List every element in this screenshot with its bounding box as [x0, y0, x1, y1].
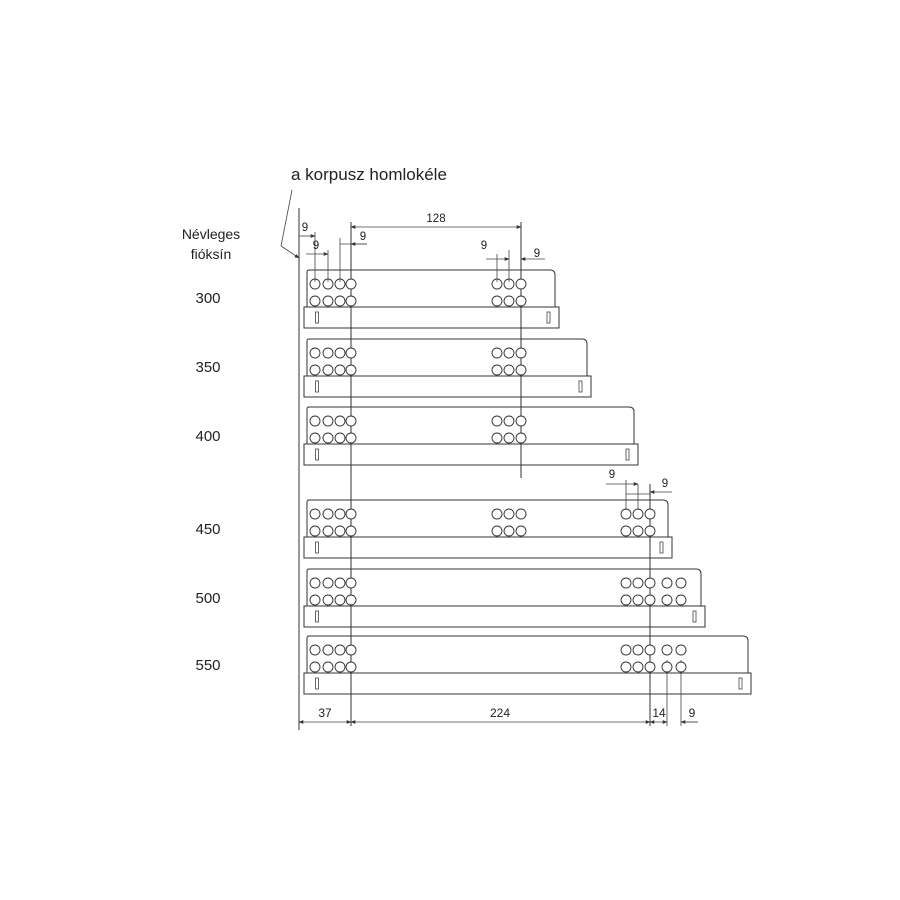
slide-slot-right-450 — [660, 542, 663, 553]
size-label-400: 400 — [195, 428, 221, 445]
mounting-hole — [323, 296, 333, 306]
slide-slot-right-400 — [626, 449, 629, 460]
dim-label-9-left-a: 9 — [301, 222, 309, 234]
size-label-300: 300 — [195, 290, 221, 307]
dim-label-37: 37 — [318, 706, 332, 720]
mounting-hole — [504, 348, 514, 358]
mounting-hole — [335, 595, 345, 605]
mounting-hole — [346, 433, 356, 443]
mounting-hole — [633, 526, 643, 536]
mounting-hole — [335, 662, 345, 672]
mounting-hole — [676, 645, 686, 655]
mounting-hole — [346, 526, 356, 536]
mounting-hole — [323, 662, 333, 672]
slide-slot-left-350 — [316, 381, 319, 392]
slide-groups — [304, 270, 751, 694]
slide-slot-left-450 — [316, 542, 319, 553]
mounting-hole — [323, 578, 333, 588]
mounting-hole — [676, 578, 686, 588]
cabinet-front-edge-label: a korpusz homlokéle — [291, 165, 447, 184]
size-label-500: 500 — [195, 590, 221, 607]
mounting-hole — [645, 595, 655, 605]
slide-slot-left-550 — [316, 678, 319, 689]
mounting-hole — [346, 662, 356, 672]
mounting-hole — [335, 365, 345, 375]
mounting-hole — [633, 662, 643, 672]
mounting-hole — [310, 296, 320, 306]
mounting-hole — [504, 433, 514, 443]
dim-label-9-bottom: 9 — [688, 706, 696, 720]
mounting-hole — [310, 433, 320, 443]
slide-group-350 — [304, 339, 591, 397]
mounting-hole — [621, 509, 631, 519]
middle-dimensions — [606, 469, 672, 510]
mounting-hole — [662, 645, 672, 655]
mounting-hole — [645, 645, 655, 655]
mounting-hole — [492, 365, 502, 375]
slide-slot-right-300 — [547, 312, 550, 323]
top-dimensions — [299, 213, 545, 282]
mounting-hole — [346, 645, 356, 655]
mounting-hole — [310, 509, 320, 519]
mounting-hole — [633, 645, 643, 655]
mounting-hole — [310, 348, 320, 358]
dim-label-224: 224 — [489, 706, 511, 720]
mounting-hole — [516, 433, 526, 443]
mounting-hole — [335, 296, 345, 306]
mounting-hole — [662, 595, 672, 605]
slide-group-500 — [304, 569, 705, 627]
mounting-hole — [310, 365, 320, 375]
mounting-hole — [504, 509, 514, 519]
dim-label-9-mid-a: 9 — [480, 240, 488, 252]
dim-label-9-right-a: 9 — [608, 469, 616, 481]
mounting-hole — [645, 662, 655, 672]
mounting-hole — [323, 416, 333, 426]
mounting-hole — [323, 645, 333, 655]
mounting-hole — [645, 526, 655, 536]
size-label-450: 450 — [195, 521, 221, 538]
mounting-hole — [310, 662, 320, 672]
mounting-hole — [621, 526, 631, 536]
mounting-hole — [645, 509, 655, 519]
mounting-hole — [492, 296, 502, 306]
mounting-hole — [516, 365, 526, 375]
mounting-hole — [492, 526, 502, 536]
nominal-slide-heading-line2: fióksín — [190, 246, 232, 262]
mounting-hole — [346, 279, 356, 289]
mounting-hole — [504, 416, 514, 426]
mounting-hole — [492, 348, 502, 358]
dim-label-128: 128 — [426, 213, 446, 225]
mounting-hole — [621, 595, 631, 605]
mounting-hole — [516, 509, 526, 519]
mounting-hole — [645, 578, 655, 588]
mounting-hole — [335, 509, 345, 519]
mounting-hole — [310, 595, 320, 605]
mounting-hole — [335, 416, 345, 426]
mounting-hole — [676, 662, 686, 672]
mounting-hole — [310, 416, 320, 426]
mounting-hole — [335, 578, 345, 588]
dim-label-9-left-c: 9 — [359, 231, 367, 243]
mounting-hole — [633, 595, 643, 605]
mounting-hole — [335, 433, 345, 443]
front-edge-leader-line — [281, 190, 292, 246]
mounting-hole — [662, 662, 672, 672]
front-edge-leader-arrow — [281, 246, 299, 258]
nominal-slide-heading-line1: Névleges — [181, 226, 241, 242]
mounting-hole — [335, 526, 345, 536]
mounting-hole — [621, 662, 631, 672]
mounting-hole — [621, 578, 631, 588]
mounting-hole — [323, 595, 333, 605]
slide-rail-450 — [304, 537, 672, 558]
slide-group-550 — [304, 636, 751, 694]
slide-slot-right-350 — [579, 381, 582, 392]
slide-slot-right-500 — [693, 611, 696, 622]
mounting-hole — [621, 645, 631, 655]
mounting-hole — [492, 509, 502, 519]
mounting-hole — [676, 595, 686, 605]
bottom-dimensions — [299, 706, 698, 722]
mounting-hole — [504, 296, 514, 306]
mounting-hole — [335, 348, 345, 358]
slide-rail-550 — [304, 673, 751, 694]
dim-label-14: 14 — [652, 706, 666, 720]
mounting-hole — [346, 595, 356, 605]
slide-slot-left-400 — [316, 449, 319, 460]
mounting-hole — [346, 296, 356, 306]
mounting-hole — [323, 526, 333, 536]
mounting-hole — [335, 645, 345, 655]
mounting-hole — [346, 416, 356, 426]
mounting-hole — [504, 365, 514, 375]
dim-label-9-mid-b: 9 — [533, 248, 541, 260]
mounting-hole — [346, 509, 356, 519]
mounting-hole — [662, 578, 672, 588]
mounting-hole — [346, 578, 356, 588]
mounting-hole — [310, 645, 320, 655]
slide-rail-500 — [304, 606, 705, 627]
mounting-hole — [516, 416, 526, 426]
slide-slot-left-300 — [316, 312, 319, 323]
slide-rail-400 — [304, 444, 638, 465]
mounting-hole — [633, 578, 643, 588]
size-label-350: 350 — [195, 359, 221, 376]
mounting-hole — [346, 365, 356, 375]
mounting-hole — [346, 348, 356, 358]
dim-label-9-left-b: 9 — [312, 240, 320, 252]
mounting-hole — [516, 279, 526, 289]
mounting-hole — [310, 526, 320, 536]
mounting-hole — [323, 509, 333, 519]
slide-plate-450 — [307, 500, 668, 537]
dim-label-9-right-b: 9 — [661, 478, 669, 490]
mounting-hole — [310, 578, 320, 588]
mounting-hole — [492, 416, 502, 426]
mounting-hole — [323, 348, 333, 358]
mounting-hole — [323, 365, 333, 375]
slide-rail-350 — [304, 376, 591, 397]
mounting-hole — [633, 509, 643, 519]
mounting-hole — [492, 433, 502, 443]
slide-slot-left-500 — [316, 611, 319, 622]
size-label-550: 550 — [195, 657, 221, 674]
mounting-hole — [323, 433, 333, 443]
slide-group-400 — [304, 407, 638, 465]
slide-group-450 — [304, 500, 672, 558]
mounting-hole — [516, 348, 526, 358]
mounting-hole — [516, 296, 526, 306]
mounting-hole — [516, 526, 526, 536]
slide-slot-right-550 — [739, 678, 742, 689]
mounting-hole — [504, 526, 514, 536]
